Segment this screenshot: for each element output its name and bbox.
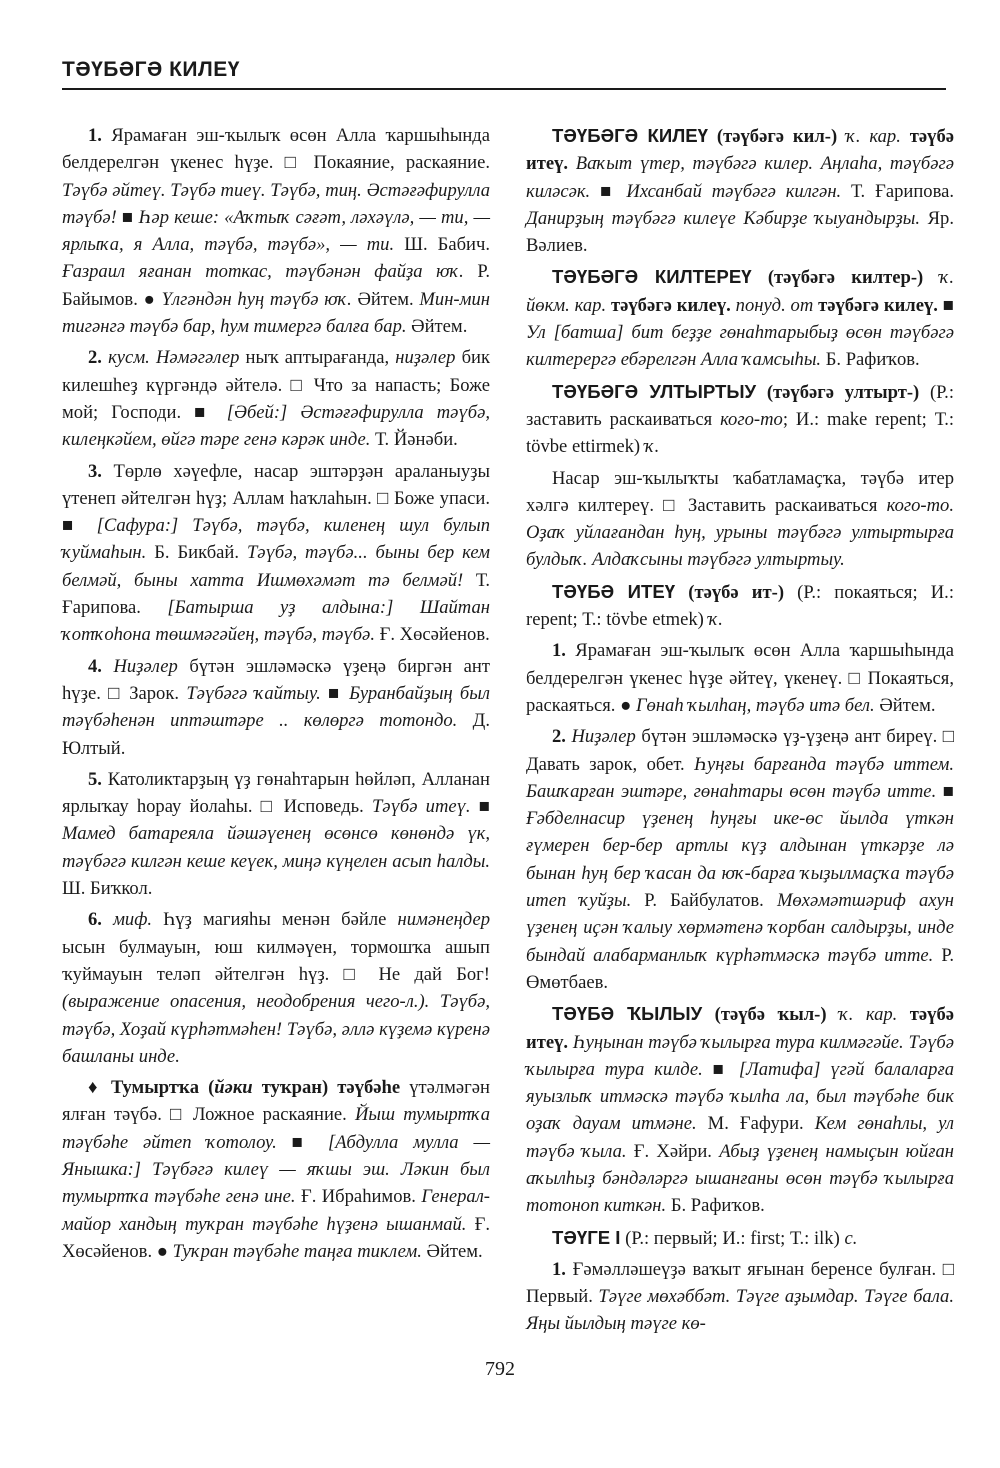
entry-paragraph: 1. Ярамаған эш-ҡылыҡ өсөн Алла ҡаршыһында белдерелгән үкенес һүҙе әйтеү, үкенеү. □ Покаяться, раскаяться. ● Гөнаһ ҡылһаң, тәүбә итә бел. Әйтем.	[526, 640, 954, 716]
entry-paragraph: 2. Ниҙәлер бүтән эшләмәскә үҙ-үҙеңә ант биреү. □ Давать зарок, обет. Һуңғы барғанда тәүбә иттем. Башҡарған эштәре, гөнаһтары өсөн тәүбә итте. ■ Ғәбделнасир үҙенең һуңғы ике-өс йылда үткән ғүмерен бер-бер артлы күҙ алдынан үткәрҙе лә бынан һуң бер ҡасан да юҡ-барға ҡыҙылмаҫҡа тәүбә итеп ҡуйҙы. Р. Байбулатов. Мөхәмәтшәриф ахун үҙенең иҫән ҡалыу хөрмәтенә ҡорбан салдырҙы, инде бындай алабарманлыҡ күрһәтмәскә тәүбә итте. Р. Өмөтбаев.	[526, 726, 955, 993]
right-column	[526, 122, 954, 1342]
entry-paragraph: 5. Католиктарҙың үҙ гөнаһтарын һөйләп, Алланан ярлыҡау һорау йолаһы. □ Исповедь. Тәүбә итеү. ■ Мамед батареяла йәшәүенең өсөнсө көнөндә үк, тәүбәгә килгән кеше кеүек, миңә күңелен асып һалды. Ш. Биҡкол.	[62, 768, 490, 900]
page-header	[62, 58, 946, 90]
headword-entry: ТӘҮБӘГӘ КИЛТЕРЕҮ (тәүбәгә килтер-) ҡ. йөкм. кар. тәүбәгә килеү. понуд. от тәүбәгә килеү. ■ Ул [батша] бит беҙҙе гөнаһтарыбыҙ өсөн тәүбәгә килтерергә ебәрелгән Алла ҡамсыһы. Б. Рафиҡов.	[526, 266, 955, 371]
header-rule	[62, 88, 946, 90]
entry-paragraph: 6. миф. Һүҙ магияһы менән бәйле нимәнеңдер ысын булмауын, юш килмәүен, тормошҡа ашып ҡуймауын теләп әйтелгән һүҙ. □ Не дай Бог! (выражение опасения, неодобрения чего-л.). Тәүбә, тәүбә, Хоҙай күрһәтмәһен! Тәүбә, әллә күҙемә күренә башланы инде.	[62, 909, 490, 1067]
entry-paragraph: 2. кусм. Нәмәгәлер ныҡ аптырағанда, ниҙәлер бик килешһеҙ күргәндә әйтелә. □ Что за напасть; Боже мой; Господи. ■ [Әбей:] Әстәғәфирулла тәүбә, килеңкәйем, өйгә тәре генә кәрәк инде. Т. Йәнәби.	[62, 347, 491, 451]
headword-entry: ТӘҮБӘ ИТЕҮ (тәүбә ит-) (Р.: покаяться; И.: repent; Т.: tövbe etmek) ҡ.	[526, 580, 954, 631]
entry-paragraph: 1. Ғәмәлләшеүҙә ваҡыт яғынан беренсе булған. □ Первый. Тәүге мөхәббәт. Тәүге аҙымдар. Тәүге бала. Яңы йылдың тәүге кө-	[526, 1258, 954, 1335]
entry-paragraph: 4. Ниҙәлер бүтән эшләмәскә үҙеңә биргән ант һүҙе. □ Зарок. Тәүбәгә ҡайтыу. ■ Буранбайҙың был тәүбәһенән иптәштәре .. көлөргә тотондо. Д. Юлтый.	[62, 655, 490, 759]
headword-entry: ТӘҮБӘ ҠЫЛЫУ (тәүбә ҡыл-) ҡ. кар. тәүбә итеү. Һуңынан тәүбә ҡылырға тура килмәгәйе. Тәүбә ҡылырға тура килде. ■ [Латифа] үгәй балаларға яуызлыҡ итмәскә тәүбә ҡылһа ла, был тәүбәһе бик оҙаҡ дауам итмәне. М. Ғафури. Кем гөнаһлы, ул тәүбә ҡыла. Ғ. Хәйри. Абыҙ үҙенең намыҫын юйған аҡылһыҙ бәндәләргә ышанғаны өсөн тәүбә ҡылырға тотоноп киткән. Б. Рафиҡов.	[526, 1003, 955, 1217]
left-column	[62, 122, 490, 1269]
headword-entry: ТӘҮБӘГӘ КИЛЕҮ (тәүбәгә кил-) ҡ. кар. тәүбә итеү. Ваҡыт үтер, тәүбәгә килер. Аңлаһа, тәүбәгә киләсәк. ■ Ихсанбай тәүбәгә килгән. Т. Ғарипова. Данирҙың тәүбәгә килеүе Кәбирҙе ҡыуандырҙы. Яр. Вәлиев.	[526, 125, 955, 257]
headword-entry: ТӘҮБӘГӘ УЛТЫРТЫУ (тәүбәгә ултырт-) (Р.: заставить раскаиваться кого-то; И.: make repent; Т.: tövbe ettirmek) ҡ.	[526, 380, 955, 458]
entry-paragraph: 3. Төрлө хәүефле, насар эштәрҙән араланыуҙы үтенеп әйтелгән һүҙ; Аллам һаҡлаһын. □ Боже упаси. ■ [Сафура:] Тәүбә, тәүбә, киленең шул булып ҡуймаһын. Б. Бикбай. Тәүбә, тәүбә... быны бер кем белмәй, быны хатта Ишмөхәмәт тә белмәй! Т. Ғарипова. [Батырша уҙ алдына:] Шайтан ҡотҡоһона төшмәгәйең, тәүбә, тәүбә. Ғ. Хөсәйенов.	[62, 460, 490, 646]
entry-paragraph: 1. Ярамаған эш-ҡылыҡ өсөн Алла ҡаршыһында белдерелгән үкенес һүҙе. □ Покаяние, раскаяние. Тәүбә әйтеү. Тәүбә тиеү. Тәүбә, тиң. Әстәғәфирулла тәүбә! ■ Һәр кеше: «Аҡтыҡ сәғәт, ләхәүлә, — ти, — ярлыҡа, я Алла, тәүбә, тәүбә», — ти. Ш. Бабич. Ғазраил яғанан тоткас, тәүбәнән файҙа юҡ. Р. Байымов. ● Үлгәндән һуң тәүбә юҡ. Әйтем. Мин-мин тигәнгә тәүбә бар, һум тимергә балға бар. Әйтем.	[62, 125, 490, 338]
page-number: 792	[485, 1358, 515, 1380]
headword-entry: ТӘҮГЕ I (Р.: первый; И.: first; Т.: ilk) с.	[552, 1226, 858, 1249]
running-head: ТӘҮБӘГӘ КИЛЕҮ	[62, 58, 240, 81]
entry-paragraph: Насар эш-ҡылыҡты ҡабатламаҫҡа, тәүбә итер хәлгә килтереү. □ Заставить раскаиваться кого-то. Оҙаҡ уйлағандан һуң, урыны тәүбәгә ултыртырға булдыҡ. Алдаҡсыны тәүбәгә ултыртыу.	[526, 467, 954, 571]
idiom-paragraph: ♦ Тумыртҡа (йәки туҡран) тәүбәһе үтәлмәгән ялған тәүбә. □ Ложное раскаяние. Йыш тумыртҡа тәүбәһе әйтеп ҡотолоу. ■ [Абдулла мулла — Янышка:] Тәүбәгә килеү — яҡшы эш. Ләкин был тумыртҡа тәүбәһе генә ине. Ғ. Ибраһимов. Генерал-майор хандың туҡран тәүбәһе һүҙенә ышанмай. Ғ. Хөсәйенов. ● Туҡран тәүбәһе таңға тиклем. Әйтем.	[62, 1077, 491, 1262]
